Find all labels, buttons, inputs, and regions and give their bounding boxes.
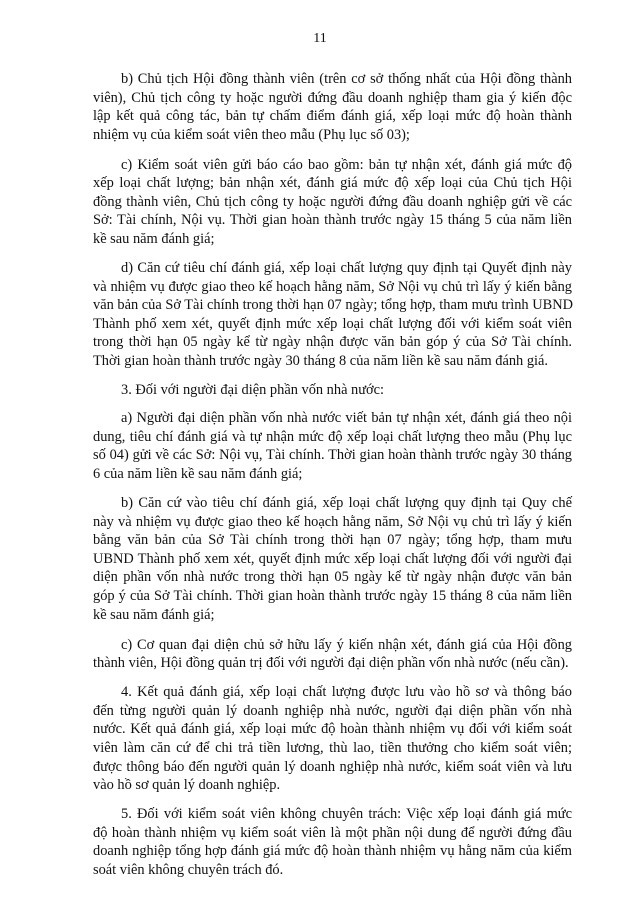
- text-line: trong thời hạn 05 ngày kể từ ngày nhận được văn bản góp ý của Sở Tài chính.: [93, 334, 572, 350]
- text-line: kề sau năm đánh giá;: [93, 231, 215, 247]
- text-line: nước. Kết quả đánh giá, xếp loại mức độ hoàn thành nhiệm vụ đối với kiểm soát: [93, 721, 572, 737]
- text-line: góp ý của Sở Tài chính. Thời gian hoàn thành trước ngày 15 tháng 8 của năm liền: [93, 588, 572, 604]
- text-line: lập kết quả công tác, bản tự chấm điểm đánh giá, xếp loại mức độ hoàn thành: [93, 108, 572, 124]
- text-line: 3. Đối với người đại diện phần vốn nhà nước:: [121, 382, 385, 398]
- page-number: 11: [313, 31, 327, 46]
- text-line: kề sau năm đánh giá;: [93, 607, 215, 623]
- text-line: b) Chủ tịch Hội đồng thành viên (trên cơ sở thống nhất của Hội đồng thành: [121, 71, 572, 87]
- text-line: Thời gian hoàn thành trước ngày 30 tháng 8 của năm liền kề sau năm đánh giá.: [93, 353, 549, 369]
- text-line: viên làm căn cứ để chi trả tiền lương, thù lao, tiền thưởng cho kiểm soát viên;: [93, 740, 572, 756]
- text-line: được thông báo đến người quản lý doanh nghiệp nhà nước, kiểm soát viên và lưu: [93, 759, 572, 775]
- text-line: 4. Kết quả đánh giá, xếp loại chất lượng được lưu vào hồ sơ và thông báo: [121, 684, 572, 700]
- text-line: b) Căn cứ vào tiêu chí đánh giá, xếp loại chất lượng quy định tại Quy chế: [121, 495, 572, 511]
- text-line: nhiệm vụ của kiểm soát viên theo mẫu (Phụ lục số 03);: [93, 127, 410, 143]
- text-line: diện phần vốn nhà nước trong thời hạn 05 ngày kể từ ngày nhận được văn bản: [93, 569, 572, 585]
- text-line: xếp loại chất lượng; bản nhận xét, đánh giá mức độ xếp loại của Chủ tịch Hội: [93, 175, 572, 191]
- text-line: đến từng người quản lý doanh nghiệp nhà nước, người đại diện phần vốn nhà: [93, 703, 572, 719]
- text-line: 5. Đối với kiểm soát viên không chuyên trách: Việc xếp loại đánh giá mức: [121, 806, 572, 822]
- text-line: bằng văn bản của Sở Tài chính trong thời hạn 07 ngày; tổng hợp, tham mưu: [93, 532, 572, 548]
- text-line: d) Căn cứ tiêu chí đánh giá, xếp loại chất lượng quy định tại Quyết định này: [121, 260, 572, 276]
- text-line: c) Cơ quan đại diện chủ sở hữu lấy ý kiến nhận xét, đánh giá của Hội đồng: [121, 637, 572, 653]
- text-line: Sở: Tài chính, Nội vụ. Thời gian hoàn thành trước ngày 15 tháng 5 của năm liền: [93, 212, 572, 228]
- text-line: và nhiệm vụ được giao theo kế hoạch hằng năm, Sở Nội vụ chủ trì lấy ý kiến bằng: [93, 279, 572, 295]
- text-line: vào hồ sơ quản lý doanh nghiệp.: [93, 777, 281, 793]
- text-line: 6 của năm liền kề sau năm đánh giá;: [93, 466, 303, 482]
- text-line: số 04) gửi về các Sở: Nội vụ, Tài chính. Thời gian hoàn thành trước ngày 30 tháng: [93, 447, 572, 463]
- text-line: độ hoàn thành nhiệm vụ kiểm soát viên là một phần nội dung để người đứng đầu: [93, 825, 572, 841]
- text-line: doanh nghiệp tổng hợp đánh giá mức độ hoàn thành nhiệm vụ hằng năm của kiểm: [93, 843, 572, 859]
- text-line: dung, tiêu chí đánh giá và tự nhận mức độ xếp loại chất lượng theo mẫu (Phụ lục: [93, 429, 572, 445]
- text-line: viên), Chủ tịch công ty hoặc người đứng đầu doanh nghiệp tham gia ý kiến độc: [93, 90, 572, 106]
- text-line: Thành phố xem xét, quyết định mức xếp loại chất lượng đối với kiểm soát viên: [93, 316, 572, 332]
- text-line: a) Người đại diện phần vốn nhà nước viết bản tự nhận xét, đánh giá theo nội: [121, 410, 572, 426]
- text-line: đồng thành viên, Chủ tịch công ty hoặc người đứng đầu doanh nghiệp gửi về các: [93, 194, 572, 210]
- text-line: c) Kiểm soát viên gửi báo cáo bao gồm: bản tự nhận xét, đánh giá mức độ: [121, 157, 572, 173]
- text-line: soát viên không chuyên trách đó.: [93, 862, 284, 878]
- text-line: văn bản của Sở Tài chính trong thời hạn 07 ngày; tổng hợp, tham mưu trình UBND: [93, 297, 574, 313]
- text-line: này và nhiệm vụ được giao theo kế hoạch hằng năm, Sở Nội vụ chủ trì lấy ý kiến: [93, 514, 572, 530]
- text-line: UBND Thành phố xem xét, quyết định mức xếp loại chất lượng đối với người đại: [93, 551, 572, 567]
- text-line: thành viên, Hội đồng quản trị đối với người đại diện phần vốn nhà nước (nếu cần).: [93, 655, 569, 671]
